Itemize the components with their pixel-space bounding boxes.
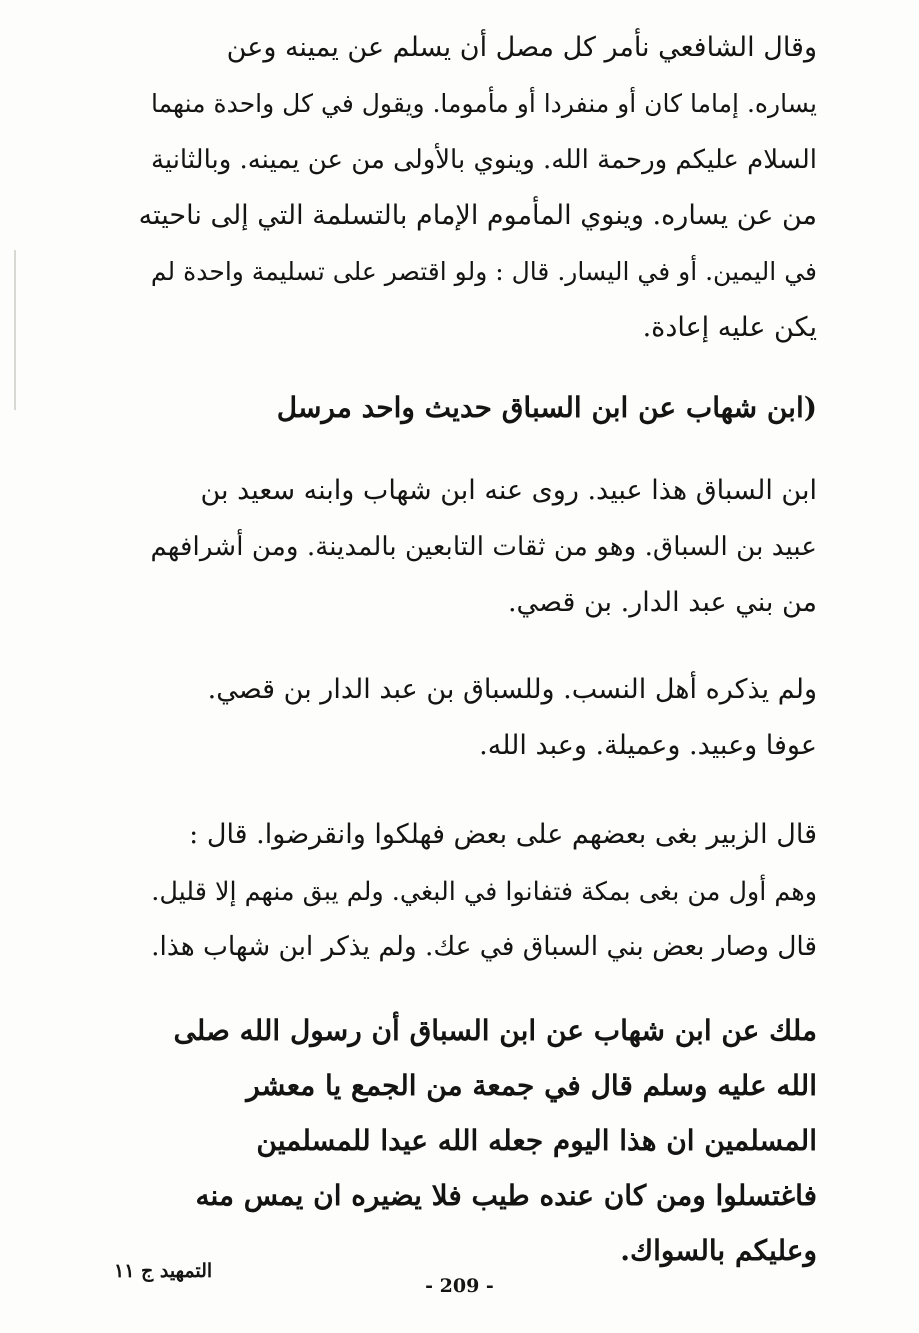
footer-signature: التمهيد ج ١١ [114,1260,213,1282]
text-line: الله عليه وسلم قال في جمعة من الجمع يا معشر [246,1069,817,1102]
text-line: المسلمين ان هذا اليوم جعله الله عيدا للمسلمين [256,1124,817,1157]
paragraph-ibn-sabbaq [137,463,817,631]
text-line: يساره. إماما كان أو منفردا أو مأموما. ويقول في كل واحدة منهما [150,89,817,118]
text-line: وقال الشافعي نأمر كل مصل أن يسلم عن يمينه وعن [226,32,817,63]
text-line: ابن السباق هذا عبيد. روى عنه ابن شهاب وابنه سعيد بن [200,475,817,506]
section-heading: (ابن شهاب عن ابن السباق حديث واحد مرسل [276,391,817,424]
text-line: يكن عليه إعادة. [642,312,817,343]
text-line: في اليمين. أو في اليسار. قال : ولو اقتصر على تسليمة واحدة لم [150,257,817,286]
text-line: من عن يساره. وينوي المأموم الإمام بالتسلمة التي إلى ناحيته [138,200,817,231]
page-number: - 209 - [425,1275,494,1297]
text-line: قال وصار بعض بني السباق في عك. ولم يذكر ابن شهاب هذا. [151,932,817,962]
paragraph-nasab [137,662,817,774]
text-line: السلام عليكم ورحمة الله. وينوي بالأولى من عن يمينه. وبالثانية [150,145,817,175]
text-line: قال الزبير بغى بعضهم على بعض فهلكوا وانقرضوا. قال : [189,819,817,850]
scan-margin-mark [14,250,16,410]
text-line: عوفا وعبيد. وعميلة. وعبد الله. [479,730,817,761]
text-line: وهم أول من بغى بمكة فتفانوا في البغي. ولم يبق منهم إلا قليل. [151,876,817,906]
text-line: ملك عن ابن شهاب عن ابن السباق أن رسول الله صلى [173,1014,817,1047]
text-line: ولم يذكره أهل النسب. وللسباق بن عبد الدار بن قصي. [207,674,817,705]
paragraph-zubayr [137,807,817,975]
paragraph-shafii-salam [137,20,817,356]
text-line: عبيد بن السباق. وهو من ثقات التابعين بالمدينة. ومن أشرافهم [150,532,817,562]
text-line: وعليكم بالسواك. [620,1234,817,1267]
text-line: من بني عبد الدار. بن قصي. [507,587,817,618]
text-line: فاغتسلوا ومن كان عنده طيب فلا يضيره ان يمس منه [195,1179,817,1212]
paragraph-hadith [137,1003,817,1278]
